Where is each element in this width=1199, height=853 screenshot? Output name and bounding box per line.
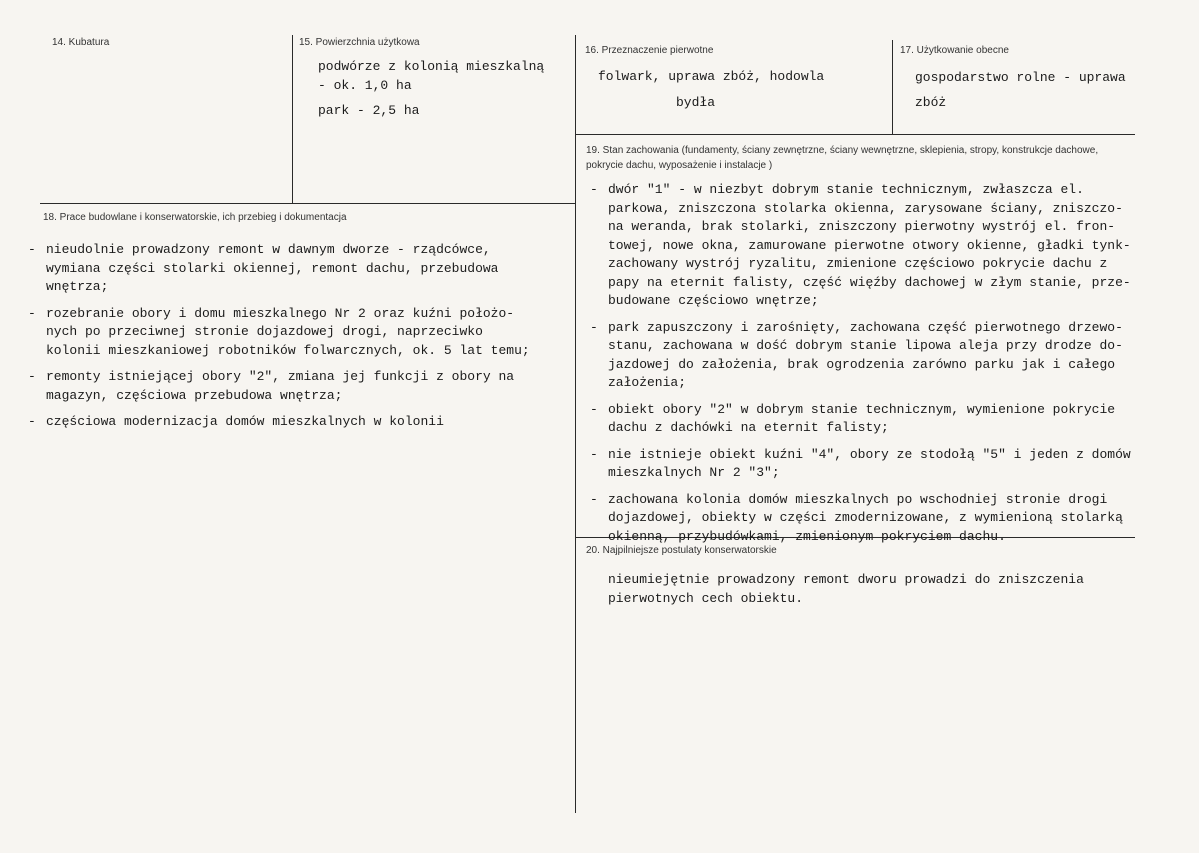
list-item — [590, 401, 1190, 438]
list-item-text: nie istnieje obiekt kuźni "4", obory ze stodołą "5" i jeden z domów mieszkalnych Nr 2 "3"; — [608, 446, 1131, 480]
list-dash: - — [590, 319, 598, 335]
divider-14-15 — [292, 35, 293, 203]
list-dash: - — [28, 305, 36, 321]
section-15-label: 15. Powierzchnia użytkowa — [299, 37, 420, 48]
list-item-text: obiekt obory "2" w dobrym stanie technicznym, wymienione pokrycie dachu z dachówki na eternit falisty; — [608, 401, 1116, 435]
section-19-list — [590, 181, 1190, 554]
section-18-list — [28, 241, 588, 440]
list-item-text: rozebranie obory i domu mieszkalnego Nr 2 oraz kuźni położo- nych po przeciwnej stronie dojazdowej drogi, naprzeciwko kolonii mieszkaniowej robotników folwarcznych, ok. 5 lat temu; — [46, 305, 530, 358]
section-16-line-2: bydła — [676, 95, 716, 110]
section-16-label: 16. Przeznaczenie pierwotne — [585, 45, 714, 56]
section-20-line-1: nieumiejętnie prowadzony remont dworu prowadzi do zniszczenia — [608, 572, 1084, 587]
list-item-text: zachowana kolonia domów mieszkalnych po wschodniej stronie drogi dojazdowej, obiekty w części zmodernizowane, z wymienioną stolarką okienną, przybudówkami, zmienionym pokryciem dachu. — [608, 491, 1123, 544]
list-item — [590, 319, 1190, 393]
list-item — [28, 368, 588, 405]
section-15-line-2: - ok. 1,0 ha — [318, 78, 412, 93]
section-16-line-1: folwark, uprawa zbóż, hodowla — [598, 69, 825, 84]
section-20-line-2: pierwotnych cech obiektu. — [608, 591, 804, 606]
list-dash: - — [28, 369, 36, 384]
divider-above-18 — [40, 203, 575, 204]
section-14-label: 14. Kubatura — [52, 37, 110, 48]
list-item — [590, 181, 1190, 311]
list-dash: - — [590, 446, 598, 462]
section-15-line-3: park - 2,5 ha — [318, 103, 420, 118]
list-dash: - — [590, 491, 598, 507]
list-item-text: dwór "1" - w niezbyt dobrym stanie technicznym, zwłaszcza el. parkowa, zniszczona stolarka okienna, zarysowane ściany, zniszczo- na weranda, brak stolarki, zniszczony pierwotny wystrój el. fron- towej, nowe okna, zamurowane pierwotne otwory okienne, gładki tynk- zachowany wystrój ryzalitu, zmienione częściowo pokrycie dachu z papy na eternit falisty, część więźby dachowej w złym stanie, prze- budowane częściowo wnętrze; — [608, 182, 1131, 308]
list-item-text: nieudolnie prowadzony remont w dawnym dworze - rządcówce, wymiana części stolarki okiennej, remont dachu, przebudowa wnętrza; — [46, 242, 499, 294]
section-17-line-1: gospodarstwo rolne - uprawa — [915, 70, 1126, 85]
section-17-line-2: zbóż — [915, 95, 947, 110]
list-item — [28, 241, 588, 297]
section-20-label: 20. Najpilniejsze postulaty konserwatorskie — [586, 545, 777, 556]
list-item — [590, 446, 1190, 483]
list-item — [28, 305, 588, 361]
list-dash: - — [590, 401, 598, 417]
list-dash: - — [28, 414, 36, 429]
list-item-text: park zapuszczony i zarośnięty, zachowana część pierwotnego drzewo- stanu, zachowana w dość dobrym stanie lipowa aleja przy drodze do- jazdowej do założenia, brak ogrodzenia zarówno parku jak i całego założenia; — [608, 319, 1123, 390]
list-dash: - — [28, 242, 36, 257]
section-17-label: 17. Użytkowanie obecne — [900, 45, 1009, 56]
divider-above-19 — [575, 134, 1135, 135]
section-15-line-1: podwórze z kolonią mieszkalną — [318, 59, 545, 74]
divider-16-17 — [892, 40, 893, 134]
list-item — [28, 413, 588, 432]
section-18-label: 18. Prace budowlane i konserwatorskie, ich przebieg i dokumentacja — [43, 212, 347, 223]
list-item — [590, 491, 1190, 547]
section-19-label: 19. Stan zachowania (fundamenty, ściany zewnętrzne, ściany wewnętrzne, sklepienia, stropy, konstrukcje dachowe, pokrycie dachu, wyposażenie i instalacje ) — [586, 145, 1099, 171]
list-item-text: częściowa modernizacja domów mieszkalnych w kolonii — [46, 414, 444, 429]
list-item-text: remonty istniejącej obory "2", zmiana jej funkcji z obory na magazyn, częściowa przebudowa wnętrza; — [46, 369, 515, 403]
list-dash: - — [590, 182, 598, 197]
